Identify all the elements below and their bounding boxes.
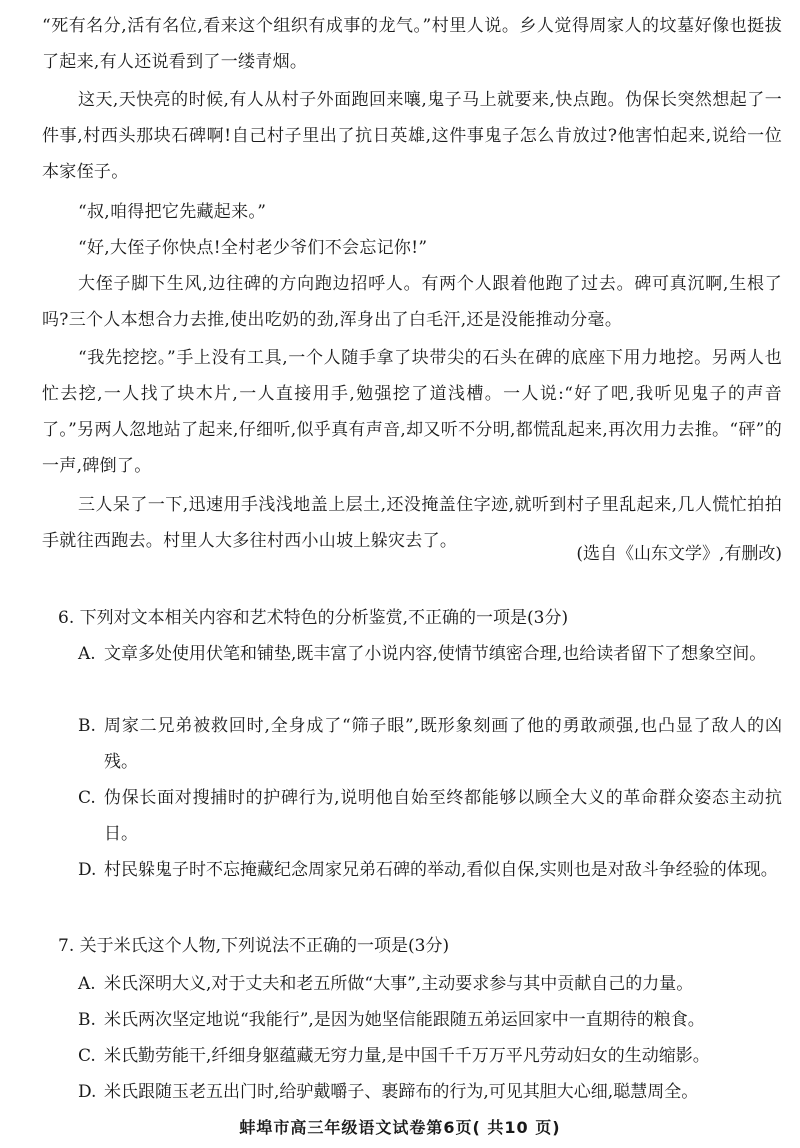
question-7-option-b (78, 1002, 782, 1038)
option-text: 伪保长面对搜捕时的护碑行为,说明他自始至终都能够以顾全大义的革命群众姿态主动抗日。 (104, 788, 782, 844)
question-7-option-a (78, 966, 782, 1002)
passage-paragraph-4: “好,大侄子你快点!全村老少爷们不会忘记你!” (78, 238, 428, 258)
passage-paragraph-5: 大侄子脚下生风,边往碑的方向跑边招呼人。有两个人跟着他跑了过去。碑可真沉啊,生根了吗?三个人本想合力去推,使出吃奶的劲,浑身出了白毛汗,还是没能推动分毫。 (42, 274, 782, 330)
option-text: 米氏两次坚定地说“我能行”,是因为她坚信能跟随五弟运回家中一直期待的粮食。 (104, 1010, 705, 1030)
option-letter: A. (78, 974, 96, 994)
question-6-option-b (78, 708, 782, 780)
option-letter: D. (78, 1082, 97, 1102)
question-6-option-c (78, 780, 782, 852)
question-6-option-a (78, 636, 782, 672)
option-text: 米氏勤劳能干,纤细身躯蕴藏无穷力量,是中国千千万万平凡劳动妇女的生动缩影。 (104, 1046, 710, 1066)
passage-paragraph-2: 这天,天快亮的时候,有人从村子外面跑回来嚷,鬼子马上就要来,快点跑。伪保长突然想起了一件事,村西头那块石碑啊!自己村子里出了抗日英雄,这件事鬼子怎么肯放过?他害怕起来,说给一位本家侄子。 (42, 90, 782, 182)
option-text: 米氏跟随玉老五出门时,给驴戴嚼子、裹蹄布的行为,可见其胆大心细,聪慧周全。 (104, 1082, 699, 1102)
question-7-stem: 7. 关于米氏这个人物,下列说法不正确的一项是(3分) (58, 936, 450, 956)
option-letter: C. (78, 1046, 96, 1066)
question-6-option-d (78, 852, 782, 888)
passage-paragraph-6: “我先挖挖。”手上没有工具,一个人随手拿了块带尖的石头在碑的底座下用力地挖。另两人也忙去挖,一人找了块木片,一人直接用手,勉强挖了道浅槽。一人说:“好了吧,我听见鬼子的声音了。”另两人忽地站了起来,仔细听,似乎真有声音,却又听不分明,都慌乱起来,再次用力去推。“砰”的一声,碑倒了。 (42, 348, 782, 476)
option-text: 文章多处使用伏笔和铺垫,既丰富了小说内容,使情节缜密合理,也给读者留下了想象空间。 (104, 644, 767, 664)
option-text: 米氏深明大义,对于丈夫和老五所做“大事”,主动要求参与其中贡献自己的力量。 (104, 974, 694, 994)
page-footer: 蚌埠市高三年级语文试卷第6页( 共10 页) (239, 1118, 561, 1137)
question-7-option-c (78, 1038, 782, 1074)
option-letter: A. (78, 644, 96, 664)
question-6-stem: 6. 下列对文本相关内容和艺术特色的分析鉴赏,不正确的一项是(3分) (58, 608, 569, 628)
passage-source: (选自《山东文学》,有删改) (576, 544, 782, 564)
option-letter: D. (78, 860, 97, 880)
option-letter: B. (78, 716, 96, 736)
option-text: 村民躲鬼子时不忘掩藏纪念周家兄弟石碑的举动,看似自保,实则也是对敌斗争经验的体现。 (104, 860, 778, 880)
option-text: 周家二兄弟被救回时,全身成了“筛子眼”,既形象刻画了他的勇敢顽强,也凸显了敌人的凶残。 (104, 716, 782, 772)
passage-paragraph-1: “死有名分,活有名位,看来这个组织有成事的龙气。”村里人说。乡人觉得周家人的坟墓好像也挺拔了起来,有人还说看到了一缕青烟。 (42, 16, 782, 72)
option-letter: B. (78, 1010, 96, 1030)
passage-paragraph-3: “叔,咱得把它先藏起来。” (78, 202, 267, 222)
question-7-option-d (78, 1074, 782, 1110)
option-letter: C. (78, 788, 96, 808)
passage-paragraph-7: 三人呆了一下,迅速用手浅浅地盖上层土,还没掩盖住字迹,就听到村子里乱起来,几人慌忙拍拍手就往西跑去。村里人大多往村西小山坡上躲灾去了。 (42, 495, 782, 551)
